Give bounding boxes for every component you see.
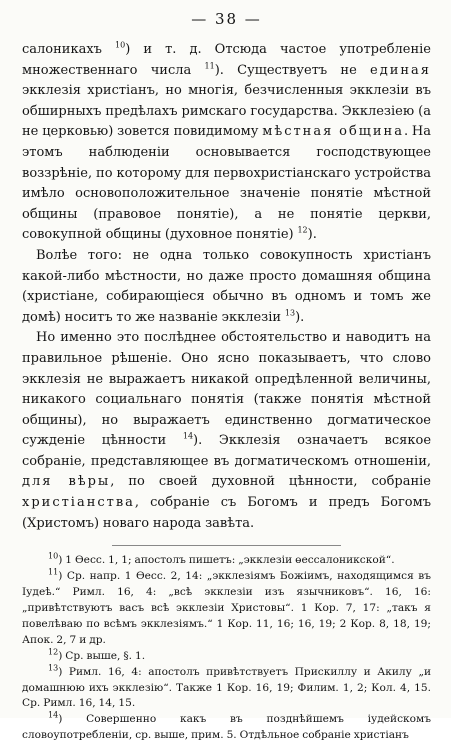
spaced-emphasis: для вѣры (22, 474, 111, 490)
footnote-mark: 10 (48, 551, 59, 561)
footnote-mark: 11 (48, 567, 59, 577)
spaced-emphasis: христіанства (22, 495, 135, 511)
text-run: салоникахъ (22, 42, 115, 57)
text-run: . На этомъ наблюденіи основывается господствующее воззрѣніе, по которому для первохристіанскаго устройства имѣло основоположительное значеніе понятіе мѣстной общины (правовое понятіе), а не понятіе церкви, совокупной общины (духовное понятіе) (22, 124, 432, 243)
spaced-emphasis: мѣстная община (262, 124, 404, 140)
text-run: , собраніе съ Богомъ и предъ Богомъ (Христомъ) новаго народа завѣта. (22, 495, 431, 531)
text-run: , по своей духовной цѣнности, собраніе (110, 474, 431, 490)
footnote-ref: 11 (204, 61, 215, 71)
footnote-text: ) 1 Өесс. 1, 1; апостолъ пишетъ: „экклезіи өессалоникской“. (58, 554, 395, 567)
footnote-ref: 10 (115, 40, 126, 50)
text-run: Но именно это послѣднее обстоятельство и наводитъ на правильное рѣшеніе. Оно ясно показываетъ, что слово экклезія не выражаетъ никакой опредѣленной величины, никакого социальнаго понятія (также понятія мѣстной общины), но выражаетъ единственно догматическое сужденіе цѣнности (22, 330, 431, 449)
footnote (22, 712, 431, 744)
footnote-mark: 12 (48, 647, 59, 657)
footnote-ref: 12 (297, 226, 308, 236)
paragraph (22, 328, 431, 534)
text-run: ) и т. д. Отсюда частое употребленіе множественнаго числа (22, 42, 431, 78)
footnote-ref: 13 (284, 308, 296, 318)
footnote-mark: 13 (48, 663, 59, 673)
footnote-divider (112, 545, 341, 546)
footnote-ref: 14 (182, 431, 194, 441)
footnote (22, 569, 431, 649)
footnote-text: ) Римл. 16, 4: апостолъ привѣтствуетъ Прискиллу и Акилу „и домашнюю ихъ экклезію“. Также 1 Кор. 16, 19; Филим. 1, 2; Кол. 4, 15. Ср. Римл. 16, 14, 15. (22, 665, 431, 710)
footnote-text: ) Ср. напр. 1 Өесс. 2, 14: „экклезіямъ Божіимъ, находящимся въ Іудеѣ.“ Римл. 16, 4: „всѣ экклезіи изъ язычниковъ“. 16, 16: „привѣтствуютъ васъ всѣ экклезіи Христовы“. 1 Кор. 7, 17: „такъ я повелѣваю по всѣмъ экклезіямъ.“ 1 Кор. 11, 16; 16, 19; 2 Кор. 8, 18, 19; Апок. 2, 7 и др. (22, 570, 431, 646)
footnote-text: ) Ср. выше, §. 1. (58, 649, 146, 662)
footnote-text: ) Совершенно какъ въ позднѣйшемъ іудейскомъ словоупотребленіи, ср. выше, прим. 5. Отдѣльное собраніе христіанъ (22, 713, 431, 742)
text-run: ). (307, 227, 317, 243)
footnote (22, 649, 431, 665)
text-run: ). Экклезія означаетъ всякое собраніе, представляющее въ догматическомъ отношеніи, (22, 433, 432, 469)
footnotes (22, 553, 431, 744)
paragraph (22, 246, 431, 328)
text-run: ). (295, 309, 305, 325)
footnote (22, 553, 431, 569)
footnote (22, 665, 431, 713)
text-run: Волѣе того: не одна только совокупность христіанъ какой-либо мѣстности, но даже просто домашняя община (христіане, собирающіеся обычно въ одномъ и томъ же домѣ) носитъ то же названіе экклезіи (22, 247, 431, 325)
text-run: экклезія христіанъ, но многія, безчисленныя экклезіи въ обширныхъ предѣлахъ римскаго государства. Экклезіею (а не церковью) зовется повидимому (22, 83, 431, 140)
page-number: — 38 — (191, 10, 262, 28)
body-text (22, 40, 431, 534)
text-run: ). Существуетъ не (214, 62, 371, 78)
paragraph (22, 40, 431, 246)
footnote-mark: 14 (48, 710, 59, 720)
spaced-emphasis: единая (370, 62, 432, 78)
